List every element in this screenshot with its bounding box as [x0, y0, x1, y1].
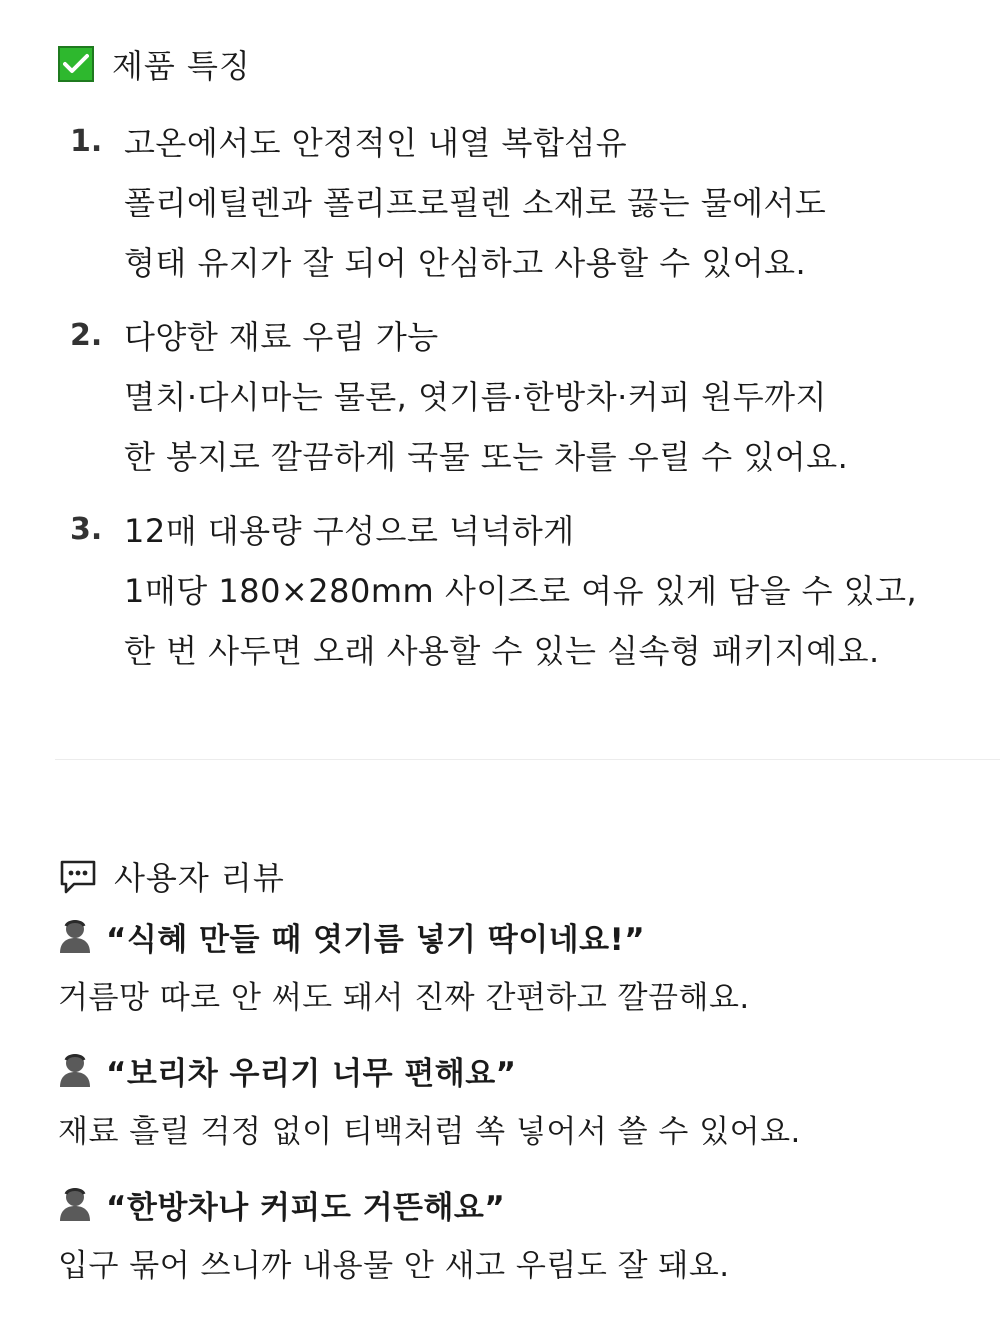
reviews-title: 사용자 리뷰	[114, 859, 285, 897]
feature-description-line: 한 번 사두면 오래 사용할 수 있는 실속형 패키지예요.	[124, 632, 880, 670]
features-header	[58, 42, 251, 86]
person-icon	[58, 1052, 92, 1088]
review-title-row	[58, 1182, 988, 1226]
feature-number: 3.	[70, 512, 103, 547]
review-title-row	[58, 914, 988, 958]
speech-bubble-icon	[58, 856, 98, 896]
reviews-header	[58, 854, 285, 898]
review-body: 입구 묶어 쓰니까 내용물 안 새고 우림도 잘 돼요.	[58, 1248, 730, 1284]
review-body: 재료 흘릴 걱정 없이 티백처럼 쏙 넣어서 쓸 수 있어요.	[58, 1114, 801, 1150]
feature-description-line: 멸치·다시마는 물론, 엿기름·한방차·커피 원두까지	[124, 378, 827, 416]
feature-title: 다양한 재료 우림 가능	[124, 318, 439, 356]
feature-title: 12매 대용량 구성으로 넉넉하게	[124, 512, 575, 550]
feature-description-line: 1매당 180×280mm 사이즈로 여유 있게 담을 수 있고,	[124, 572, 918, 610]
review-title: “한방차나 커피도 거뜬해요”	[106, 1189, 506, 1226]
review-item	[58, 1182, 988, 1285]
feature-description-line: 폴리에틸렌과 폴리프로필렌 소재로 끓는 물에서도	[124, 184, 827, 222]
feature-number: 2.	[70, 318, 103, 353]
person-icon	[58, 918, 92, 954]
feature-title: 고온에서도 안정적인 내열 복합섬유	[124, 124, 628, 162]
feature-number: 1.	[70, 124, 103, 159]
review-title: “보리차 우리기 너무 편해요”	[106, 1055, 517, 1092]
review-title-row	[58, 1048, 988, 1092]
review-body: 거름망 따로 안 써도 돼서 진짜 간편하고 깔끔해요.	[58, 980, 750, 1016]
feature-description-line: 형태 유지가 잘 되어 안심하고 사용할 수 있어요.	[124, 244, 807, 282]
review-item	[58, 914, 988, 1017]
review-title: “식혜 만들 때 엿기름 넣기 딱이네요!”	[106, 921, 646, 958]
person-icon	[58, 1186, 92, 1222]
feature-description-line: 한 봉지로 깔끔하게 국물 또는 차를 우릴 수 있어요.	[124, 438, 849, 476]
section-divider	[55, 759, 1000, 760]
check-box-icon	[58, 46, 94, 82]
review-item	[58, 1048, 988, 1151]
features-title: 제품 특징	[112, 47, 251, 85]
